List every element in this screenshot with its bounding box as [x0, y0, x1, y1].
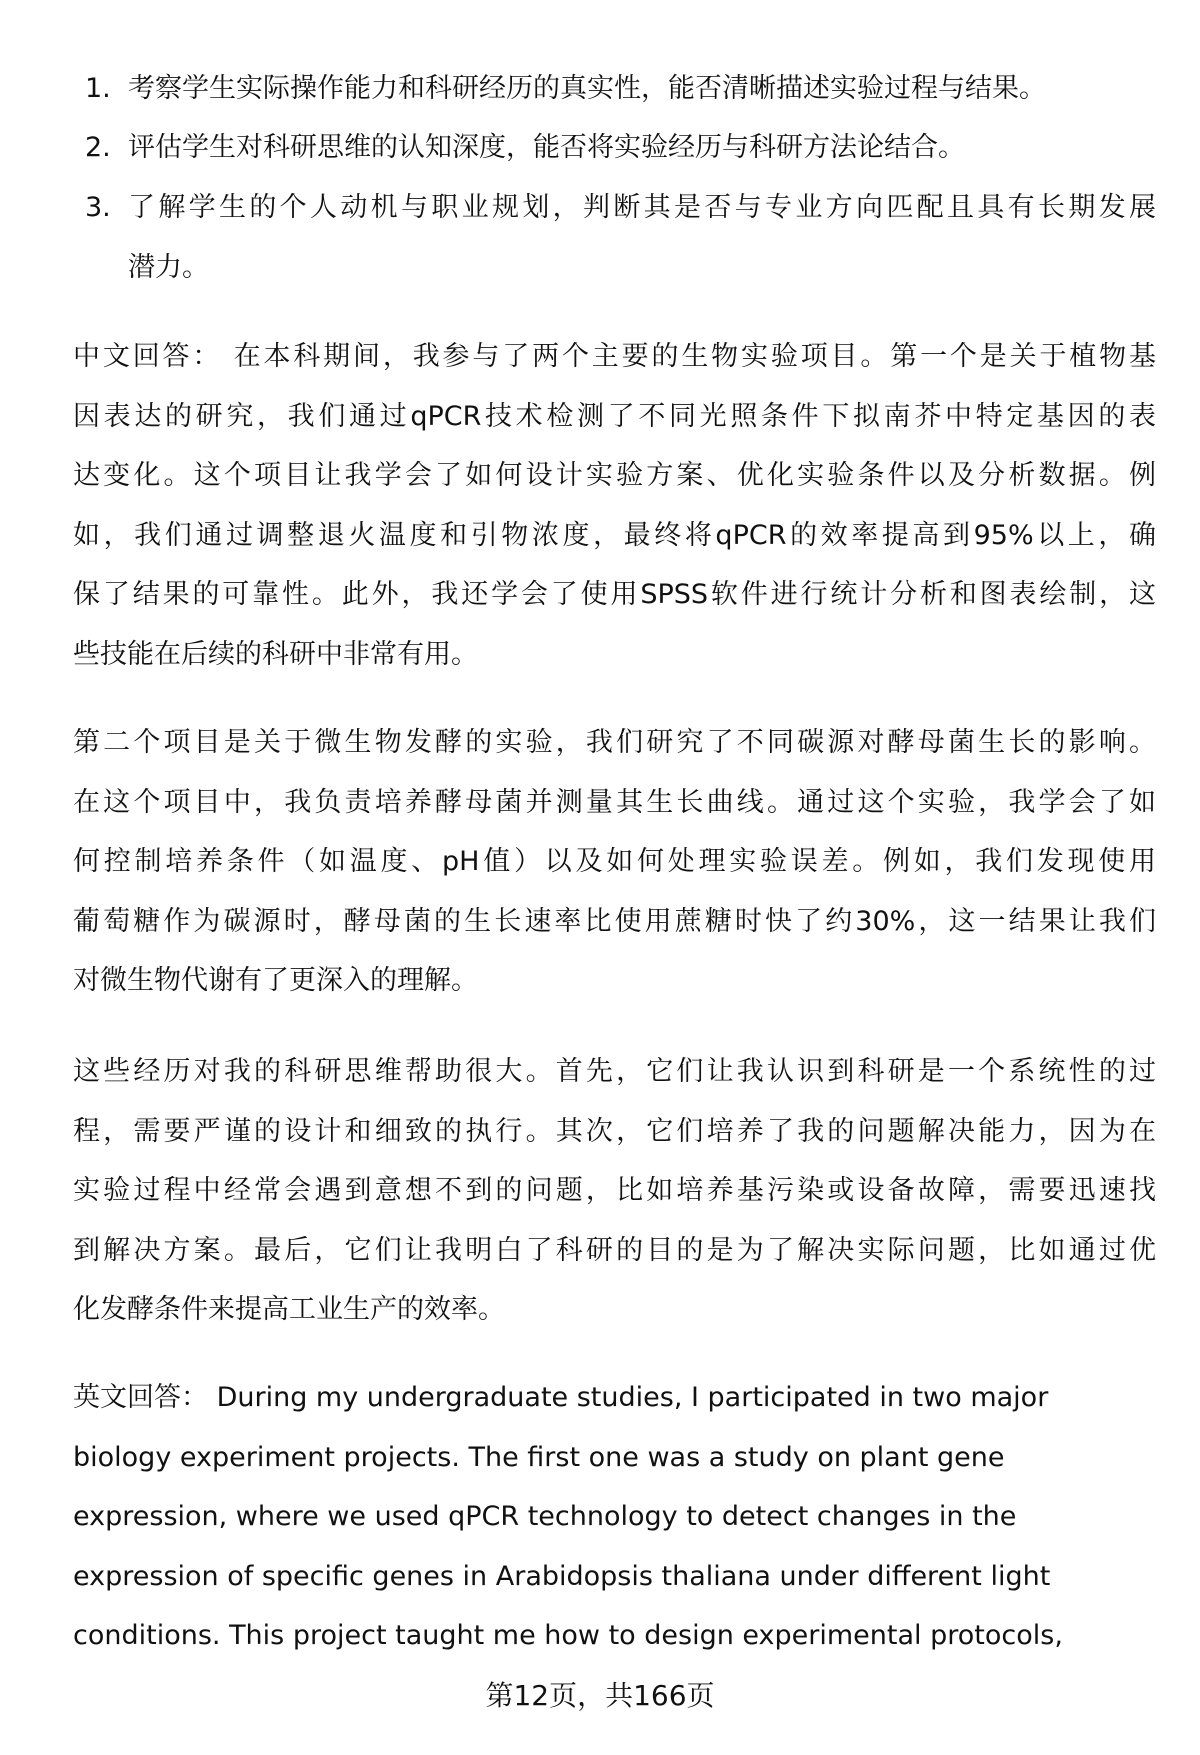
text-line: 中文回答： 在本科期间，我参与了两个主要的生物实验项目。第一个是关于植物基 — [73, 341, 1156, 372]
text-line: 保了结果的可靠性。此外，我还学会了使用SPSS软件进行统计分析和图表绘制，这 — [73, 579, 1156, 611]
text-line: 实验过程中经常会遇到意想不到的问题，比如培养基污染或设备故障，需要迅速找 — [73, 1175, 1156, 1207]
text-line: 在这个项目中，我负责培养酵母菌并测量其生长曲线。通过这个实验，我学会了如 — [73, 786, 1156, 818]
text-line: 这些经历对我的科研思维帮助很大。首先，它们让我认识到科研是一个系统性的过 — [73, 1056, 1156, 1087]
text-line: 些技能在后续的科研中非常有用。 — [73, 638, 478, 670]
paragraph-chinese-answer-1 — [73, 327, 1156, 685]
text-line: biology experiment projects. The first one was a study on plant gene — [73, 1441, 1005, 1473]
text-line: 葡萄糖作为碳源时，酵母菌的生长速率比使用蔗糖时快了约30%，这一结果让我们 — [73, 905, 1156, 937]
text-line: 达变化。这个项目让我学会了如何设计实验方案、优化实验条件以及分析数据。例 — [73, 460, 1156, 492]
text-line: 如，我们通过调整退火温度和引物浓度，最终将qPCR的效率提高到95%以上，确 — [73, 519, 1156, 551]
text-line: expression of specific genes in Arabidopsis thaliana under different light — [73, 1560, 1051, 1592]
list-text: 潜力。 — [128, 251, 209, 283]
text-line: 化发酵条件来提高工业生产的效率。 — [73, 1294, 505, 1326]
text-line: 程，需要严谨的设计和细致的执行。其次，它们培养了我的问题解决能力，因为在 — [73, 1115, 1156, 1147]
text-line: expression, where we used qPCR technology to detect changes in the — [73, 1501, 1017, 1533]
list-number: 2. — [85, 132, 111, 163]
list-text: 考察学生实际操作能力和科研经历的真实性，能否清晰描述实验过程与结果。 — [128, 73, 1046, 104]
text-line: conditions. This project taught me how to design experimental protocols, — [73, 1620, 1063, 1652]
list-number: 1. — [85, 73, 111, 104]
list-number: 3. — [85, 192, 111, 223]
text-line: 英文回答： During my undergraduate studies, I participated in two major — [73, 1382, 1049, 1413]
list-text: 评估学生对科研思维的认知深度，能否将实验经历与科研方法论结合。 — [128, 132, 965, 163]
list-item-2 — [85, 118, 1156, 178]
paragraph-english-answer — [73, 1368, 1156, 1666]
paragraph-chinese-answer-2 — [73, 713, 1156, 1011]
list-item-3 — [85, 178, 1156, 297]
page-number: 第12页，共166页 — [485, 1679, 715, 1712]
text-line: 对微生物代谢有了更深入的理解。 — [73, 965, 478, 997]
text-line: 何控制培养条件（如温度、pH值）以及如何处理实验误差。例如，我们发现使用 — [73, 846, 1156, 878]
list-item-1 — [85, 59, 1156, 119]
list-text: 了解学生的个人动机与职业规划，判断其是否与专业方向匹配且具有长期发展 — [128, 192, 1156, 223]
text-line: 因表达的研究，我们通过qPCR技术检测了不同光照条件下拟南芥中特定基因的表 — [73, 400, 1156, 432]
text-line: 第二个项目是关于微生物发酵的实验，我们研究了不同碳源对酵母菌生长的影响。 — [73, 727, 1156, 758]
text-line: 到解决方案。最后，它们让我明白了科研的目的是为了解决实际问题，比如通过优 — [73, 1234, 1156, 1266]
paragraph-chinese-answer-3 — [73, 1042, 1156, 1340]
